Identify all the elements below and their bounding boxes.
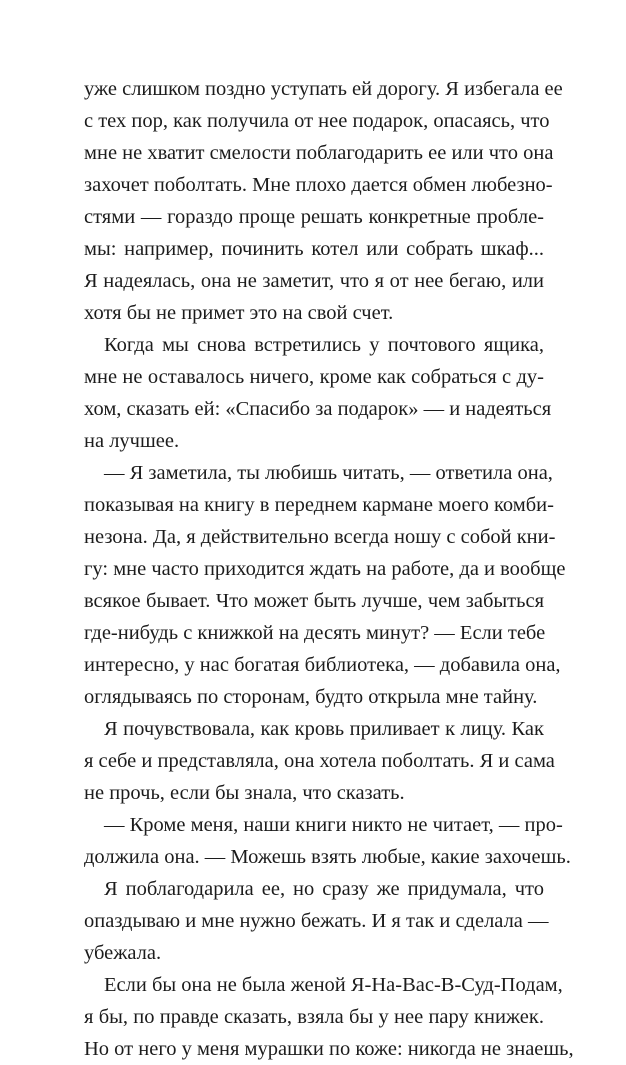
- text-line: Я надеялась, она не заметит, что я от нее бегаю, или: [84, 270, 544, 292]
- text-line: мне не хватит смелости поблагодарить ее или что она: [84, 142, 554, 164]
- text-line: оглядываясь по сторонам, будто открыла мне тайну.: [84, 686, 538, 708]
- text-line: убежала.: [84, 942, 162, 964]
- text-line: Я поблагодарила ее, но сразу же придумала, что: [104, 878, 544, 900]
- text-line: уже слишком поздно уступать ей дорогу. Я избегала ее: [84, 78, 563, 100]
- text-line: должила она. — Можешь взять любые, какие захочешь.: [84, 846, 571, 868]
- text-line: — Я заметила, ты любишь читать, — ответила она,: [104, 462, 553, 484]
- text-line: стями — гораздо проще решать конкретные пробле-: [84, 206, 544, 228]
- text-line: гу: мне часто приходится ждать на работе, да и вообще: [84, 558, 566, 580]
- text-line: опаздываю и мне нужно бежать. И я так и сделала —: [84, 910, 549, 932]
- text-line: показывая на книгу в переднем кармане моего комби-: [84, 494, 554, 516]
- text-line: хом, сказать ей: «Спасибо за подарок» — и надеяться: [84, 398, 552, 420]
- text-line: Если бы она не была женой Я-На-Вас-В-Суд-Подам,: [104, 974, 563, 996]
- text-line: мы: например, починить котел или собрать шкаф...: [84, 238, 544, 260]
- text-line: я бы, по правде сказать, взяла бы у нее пару книжек.: [84, 1006, 544, 1028]
- text-line: я себе и представляла, она хотела поболтать. Я и сама: [84, 750, 555, 772]
- text-line: интересно, у нас богатая библиотека, — добавила она,: [84, 654, 561, 676]
- text-line: на лучшее.: [84, 430, 180, 452]
- text-line: не прочь, если бы знала, что сказать.: [84, 782, 405, 804]
- text-line: Но от него у меня мурашки по коже: никогда не знаешь,: [84, 1038, 574, 1060]
- text-line: захочет поболтать. Мне плохо дается обмен любезно-: [84, 174, 553, 196]
- text-line: незона. Да, я действительно всегда ношу с собой кни-: [84, 526, 556, 548]
- text-line: Я почувствовала, как кровь приливает к лицу. Как: [104, 718, 544, 740]
- text-line: с тех пор, как получила от нее подарок, опасаясь, что: [84, 110, 550, 132]
- text-line: хотя бы не примет это на свой счет.: [84, 302, 394, 324]
- text-line: где-нибудь с книжкой на десять минут? — Если тебе: [84, 622, 546, 644]
- text-line: всякое бывает. Что может быть лучше, чем забыться: [84, 590, 544, 612]
- text-line: мне не оставалось ничего, кроме как собраться с ду-: [84, 366, 544, 388]
- text-line: — Кроме меня, наши книги никто не читает, — про-: [104, 814, 563, 836]
- text-line: Когда мы снова встретились у почтового ящика,: [104, 334, 544, 356]
